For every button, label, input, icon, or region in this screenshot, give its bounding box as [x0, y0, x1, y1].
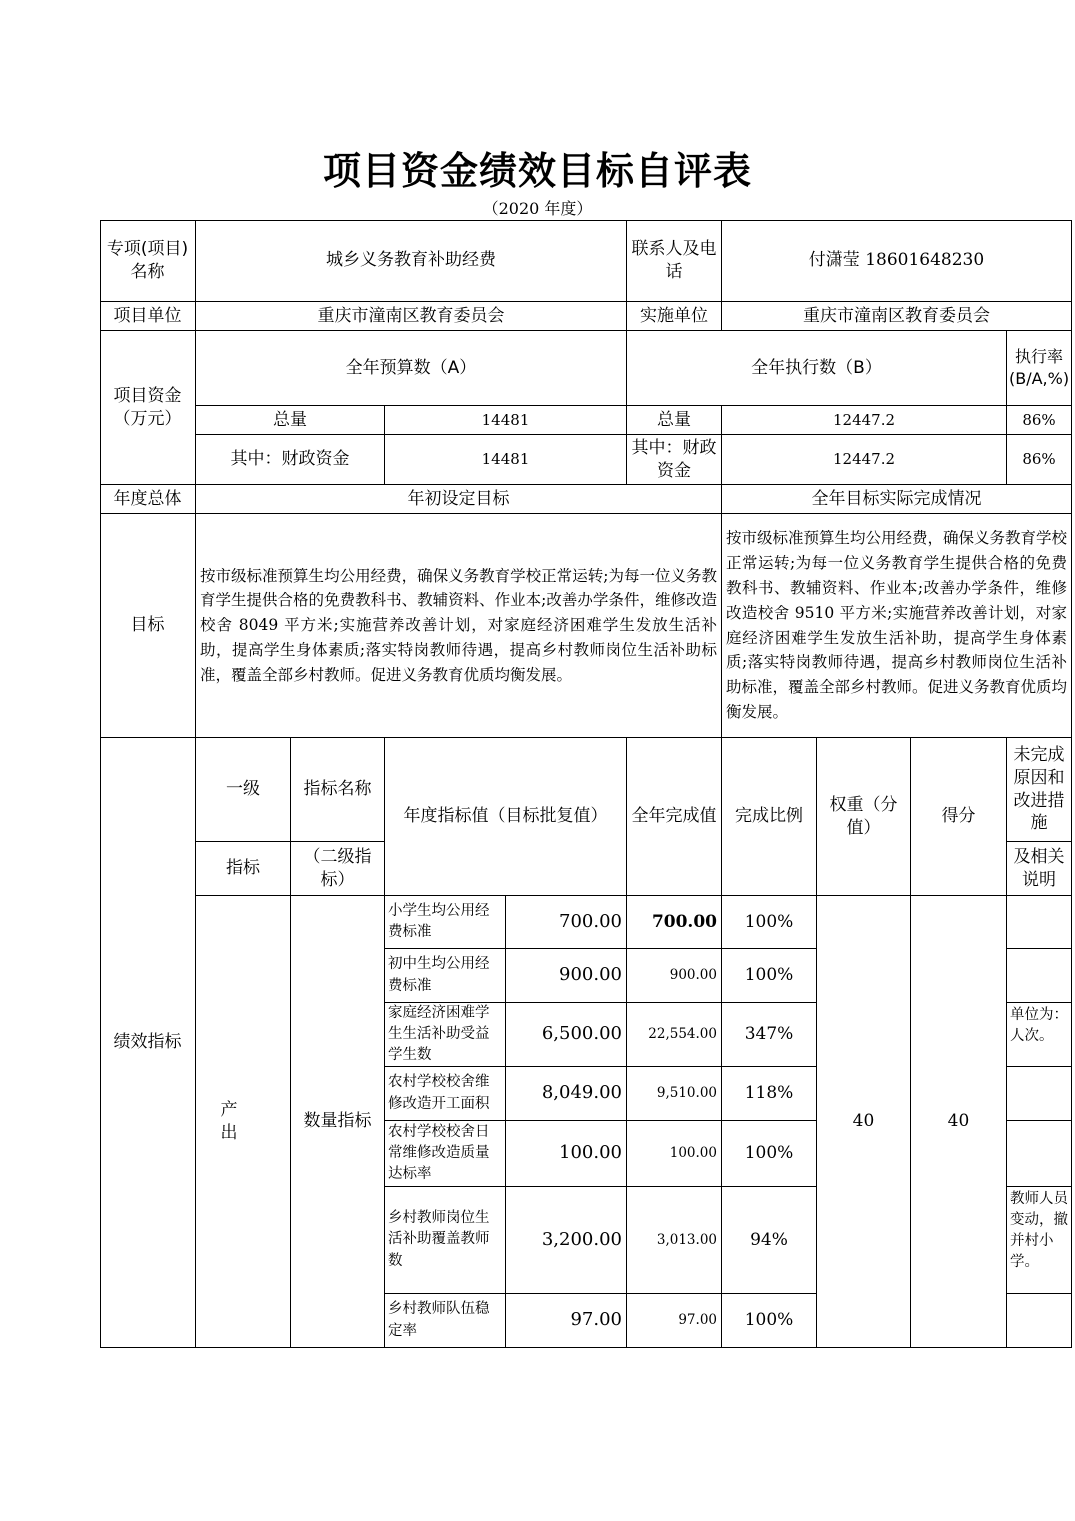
- budget-total: 14481: [385, 406, 627, 435]
- indicator-actual: 22,554.00: [627, 1003, 722, 1067]
- impl-unit-value: 重庆市潼南区教育委员会: [722, 302, 1072, 331]
- exec-b-header: 全年执行数（B）: [627, 331, 1007, 406]
- goal-label: 目标: [100, 514, 196, 738]
- exec-rate-header: 执行率(B/A,%): [1007, 331, 1072, 406]
- indicator-note: [1007, 1067, 1072, 1121]
- indicator-ratio: 94%: [722, 1187, 817, 1294]
- name-header: 指标名称: [291, 738, 385, 842]
- indicator-ratio: 100%: [722, 1121, 817, 1187]
- contact-value: 付潇莹 18601648230: [722, 220, 1072, 302]
- annual-value-header: 年度指标值（目标批复值）: [385, 738, 627, 896]
- overall-label: 年度总体: [100, 485, 196, 514]
- indicator-name: 小学生均公用经费标准: [385, 896, 506, 949]
- indicator-ratio: 100%: [722, 1294, 817, 1348]
- indicator-note: 教师人员变动，撤并村小学。: [1007, 1187, 1072, 1294]
- indicator-name: 初中生均公用经费标准: [385, 949, 506, 1003]
- weight-value: 40: [817, 896, 911, 1348]
- page-title: 项目资金绩效目标自评表: [322, 149, 752, 193]
- indicator-target: 3,200.00: [506, 1187, 627, 1294]
- project-name-label: 专项(项目)名称: [100, 220, 196, 302]
- indicator-name: 家庭经济困难学生生活补助受益学生数: [385, 1003, 506, 1067]
- output-label: [196, 896, 291, 1348]
- budget-a-header: 全年预算数（A）: [196, 331, 627, 406]
- indicator-target: 700.00: [506, 896, 627, 949]
- project-name-value: 城乡义务教育补助经费: [196, 220, 627, 302]
- fiscal-label-b: 其中：财政资金: [627, 435, 722, 485]
- indicator-ratio: 347%: [722, 1003, 817, 1067]
- indicator-actual: 3,013.00: [627, 1187, 722, 1294]
- funds-label: 项目资金（万元）: [100, 331, 196, 485]
- indicator-name: 农村学校校舍维修改造开工面积: [385, 1067, 506, 1121]
- indicator-target: 97.00: [506, 1294, 627, 1348]
- indicator-target: 8,049.00: [506, 1067, 627, 1121]
- full-value-header: 全年完成值: [627, 738, 722, 896]
- indicator-actual: 97.00: [627, 1294, 722, 1348]
- reason-header-2: 及相关说明: [1007, 842, 1072, 896]
- indicator-name: 乡村教师岗位生活补助覆盖教师数: [385, 1187, 506, 1294]
- reason-header: 未完成原因和改进措施: [1007, 738, 1072, 842]
- indicator-actual: 900.00: [627, 949, 722, 1003]
- indicator-note: [1007, 949, 1072, 1003]
- rate-total: 86%: [1007, 406, 1072, 435]
- indicator-ratio: 100%: [722, 896, 817, 949]
- indicator-name: 乡村教师队伍稳定率: [385, 1294, 506, 1348]
- indicator-actual: 9,510.00: [627, 1067, 722, 1121]
- actual-goal-text: 按市级标准预算生均公用经费，确保义务教育学校正常运转;为每一位义务教育学生提供合格的免费教科书、教辅资料、作业本;改善办学条件，维修改造校舍 9510 平方米;实施营养改善计划，对家庭经济困难学生发放生活补助，提高学生身体素质;落实特岗教师待遇，提高乡村教师岗位生活补助标准，覆盖全部乡村教师。促进义务教育优质均衡发展。: [722, 514, 1072, 738]
- exec-fiscal: 12447.2: [722, 435, 1007, 485]
- exec-total: 12447.2: [722, 406, 1007, 435]
- total-label: 总量: [196, 406, 385, 435]
- contact-label: 联系人及电话: [627, 220, 722, 302]
- output-label-text: 产 出: [220, 1099, 266, 1143]
- initial-goal-text: 按市级标准预算生均公用经费，确保义务教育学校正常运转;为每一位义务教育学生提供合格的免费教科书、教辅资料、作业本;改善办学条件，维修改造校舍 8049 平方米;实施营养改善计划，对家庭经济困难学生发放生活补助，提高学生身体素质;落实特岗教师待遇，提高乡村教师岗位生活补助标准，覆盖全部乡村教师。促进义务教育优质均衡发展。: [196, 514, 722, 738]
- project-unit-label: 项目单位: [100, 302, 196, 331]
- impl-unit-label: 实施单位: [627, 302, 722, 331]
- level1-header: 一级: [196, 738, 291, 842]
- indicator-note: [1007, 1294, 1072, 1348]
- indicator-name: 农村学校校舍日常维修改造质量达标率: [385, 1121, 506, 1187]
- indicator-ratio: 100%: [722, 949, 817, 1003]
- indicator-target: 900.00: [506, 949, 627, 1003]
- total-label-b: 总量: [627, 406, 722, 435]
- indicator-actual: 700.00: [627, 896, 722, 949]
- perf-label: 绩效指标: [100, 738, 196, 1348]
- quantity-label: 数量指标: [291, 896, 385, 1348]
- project-unit-value: 重庆市潼南区教育委员会: [196, 302, 627, 331]
- name-header-2: （二级指标）: [291, 842, 385, 896]
- indicator-note: [1007, 1121, 1072, 1187]
- weight-header: 权重（分值）: [817, 738, 911, 896]
- indicator-ratio: 118%: [722, 1067, 817, 1121]
- indicator-note: 单位为：人次。: [1007, 1003, 1072, 1067]
- ratio-header: 完成比例: [722, 738, 817, 896]
- indicator-note: [1007, 896, 1072, 949]
- level1-header-2: 指标: [196, 842, 291, 896]
- indicator-target: 100.00: [506, 1121, 627, 1187]
- initial-goal-header: 年初设定目标: [196, 485, 722, 514]
- fiscal-label: 其中：财政资金: [196, 435, 385, 485]
- rate-fiscal: 86%: [1007, 435, 1072, 485]
- indicator-actual: 100.00: [627, 1121, 722, 1187]
- budget-fiscal: 14481: [385, 435, 627, 485]
- score-value: 40: [911, 896, 1007, 1348]
- indicator-target: 6,500.00: [506, 1003, 627, 1067]
- year-subtitle: （2020 年度）: [482, 199, 593, 218]
- actual-goal-header: 全年目标实际完成情况: [722, 485, 1072, 514]
- score-header: 得分: [911, 738, 1007, 896]
